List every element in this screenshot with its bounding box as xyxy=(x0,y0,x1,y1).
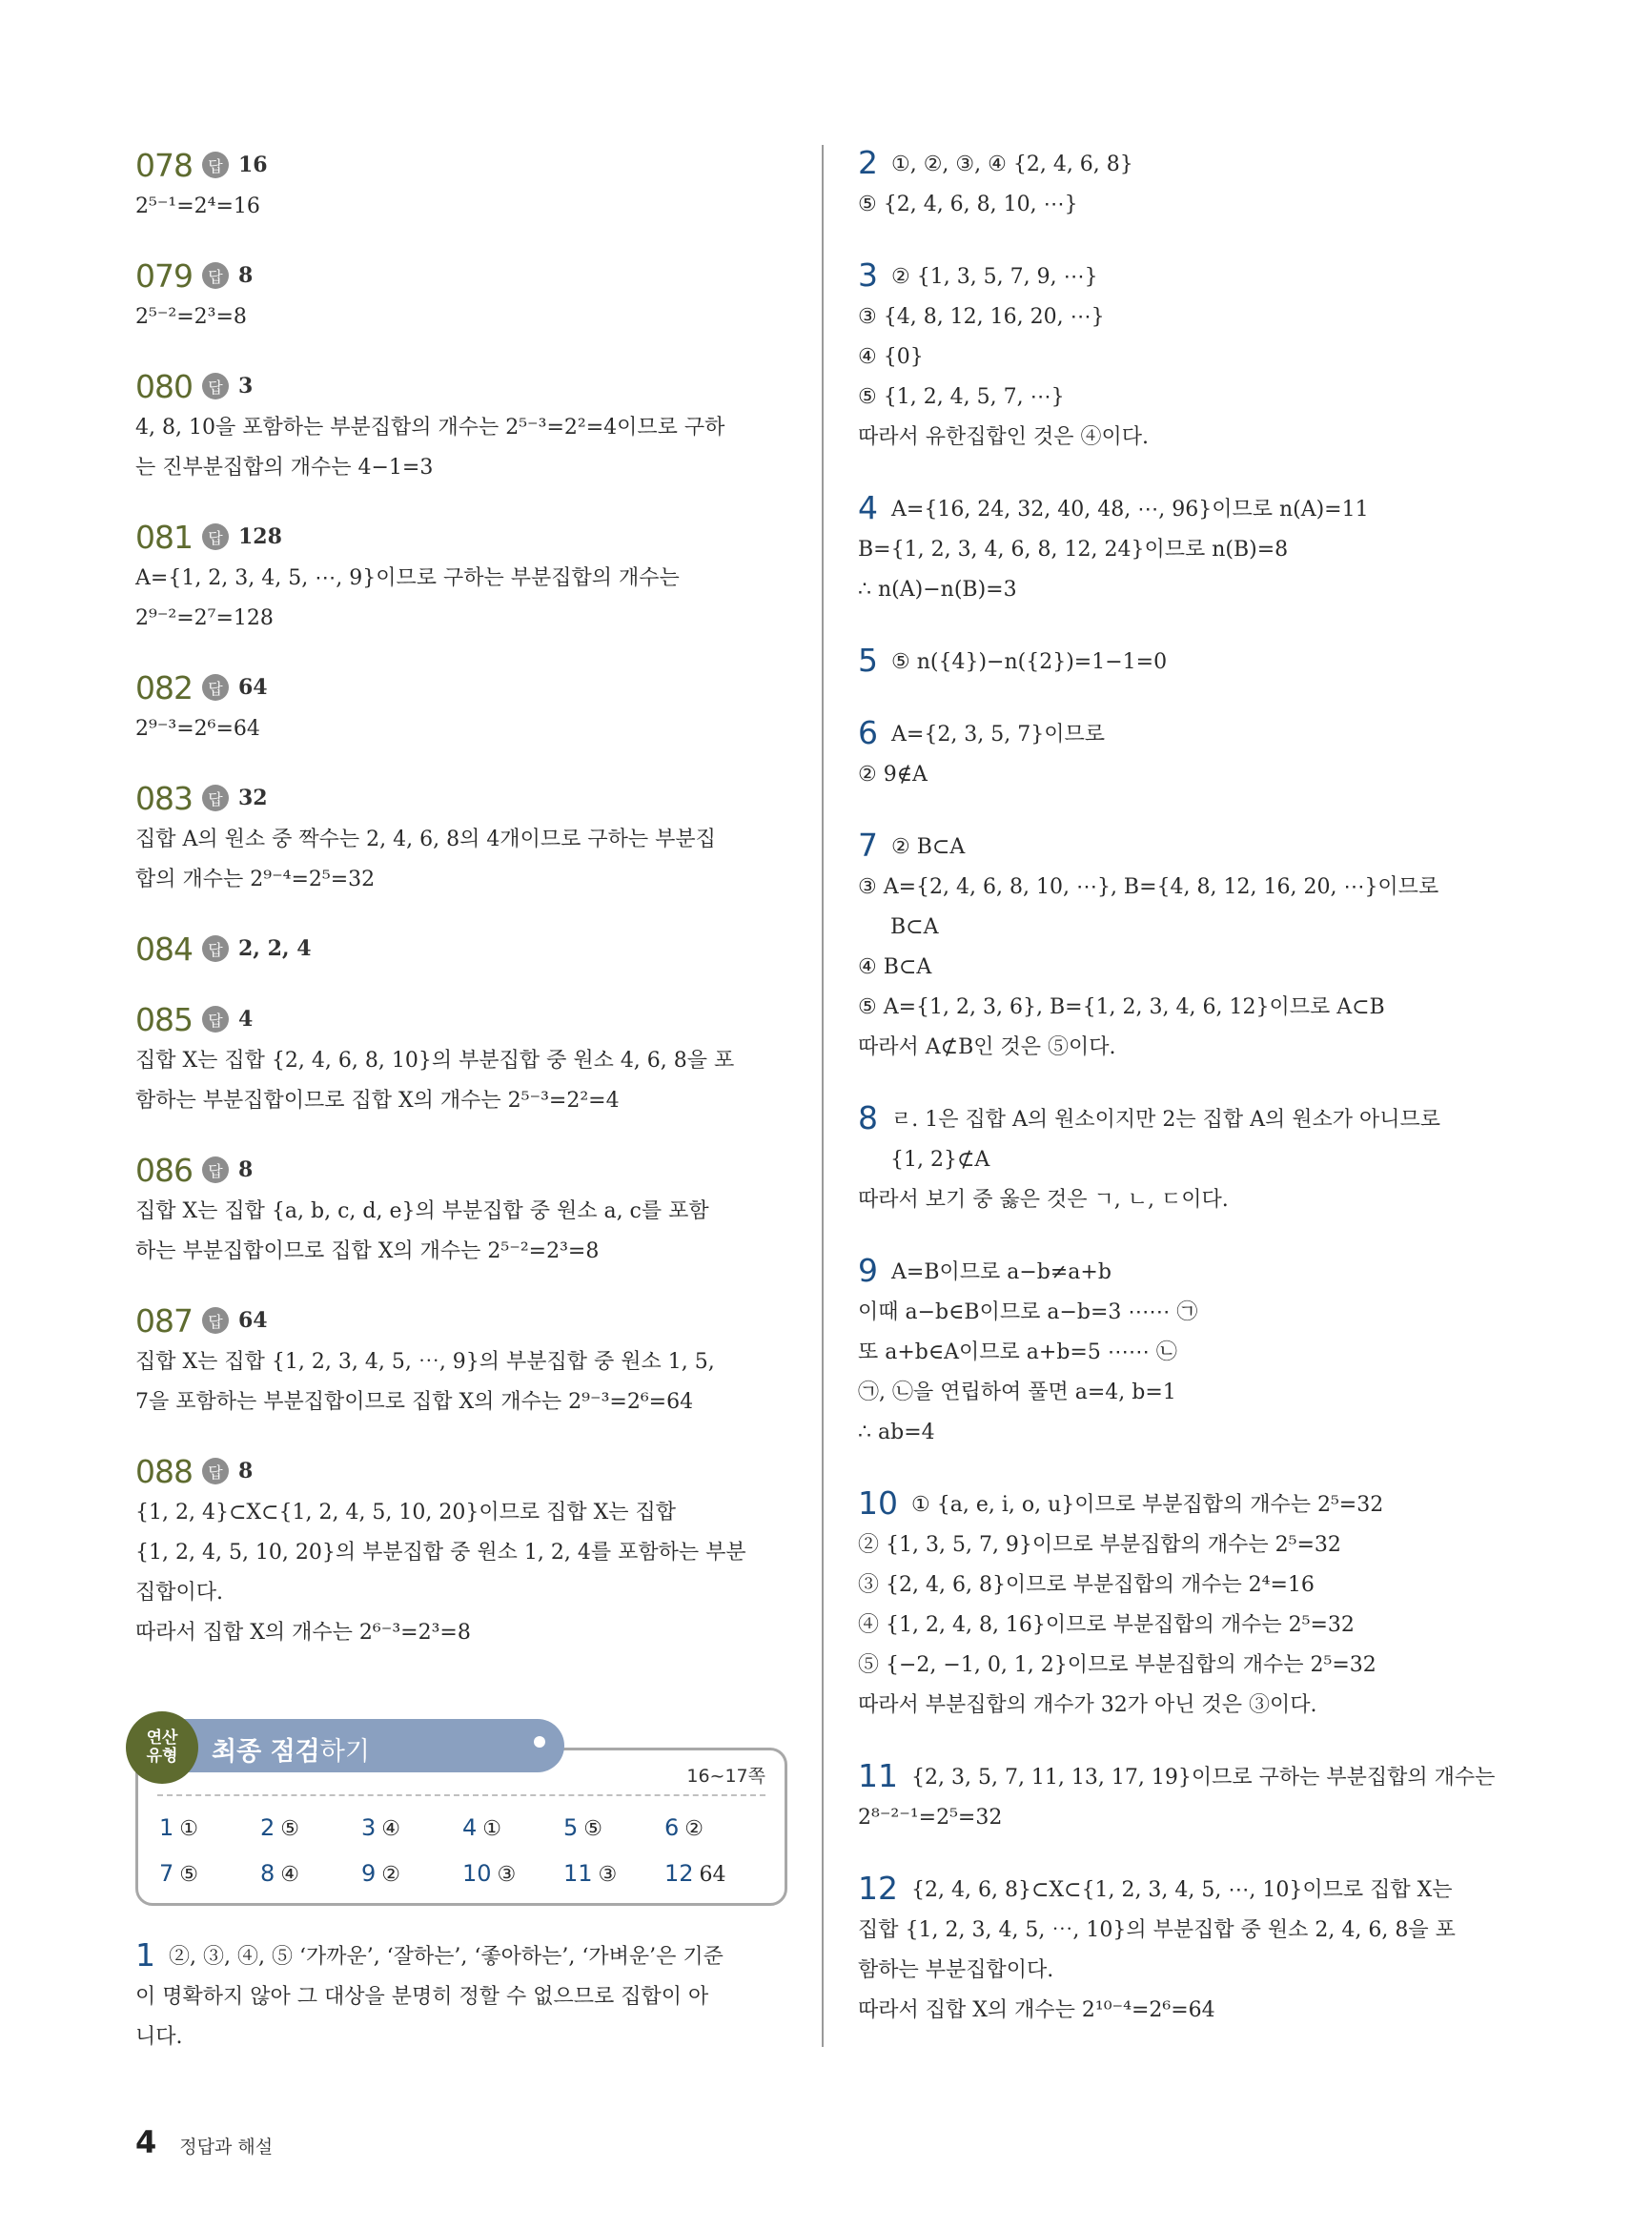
answer-cell-value: ② xyxy=(684,1817,704,1841)
badge-line2: 유형 xyxy=(146,1747,178,1766)
entry-head xyxy=(135,364,791,408)
solution-text: 따라서 부분집합의 개수가 32가 아닌 것은 ③이다. xyxy=(858,1693,1317,1717)
answer-cell-value: ④ xyxy=(381,1817,401,1841)
answer-cell xyxy=(361,1855,462,1893)
title-normal: 하기 xyxy=(319,1737,370,1767)
answer-entry xyxy=(135,997,791,1121)
solution-text: A={16, 24, 32, 40, 48, ⋯, 96}이므로 n(A)=11 xyxy=(891,498,1369,522)
solution-entry xyxy=(858,256,1516,458)
solution-text: 따라서 집합 X의 개수는 2¹⁰⁻⁴=2⁶=64 xyxy=(858,1998,1215,2022)
solution-text: ① {a, e, i, o, u}이므로 부분집합의 개수는 2⁵=32 xyxy=(911,1493,1384,1517)
solution-entry xyxy=(858,143,1516,225)
answer-cell-number: 1 xyxy=(159,1814,174,1841)
solution-line xyxy=(135,2017,793,2057)
solution-text: 또 a+b∈A이므로 a+b=5 ⋯⋯ ㉡ xyxy=(858,1340,1177,1364)
solution-text: ③ {2, 4, 6, 8}이므로 부분집합의 개수는 2⁴=16 xyxy=(858,1573,1315,1597)
answer-marker-icon: 답 xyxy=(202,262,229,289)
answer-cell-value: ① xyxy=(482,1817,502,1841)
solution-line: 4, 8, 10을 포함하는 부분집합의 개수는 2⁵⁻³=2²=4이므로 구하 xyxy=(135,416,725,440)
solution-text: ∴ ab=4 xyxy=(858,1421,935,1444)
solution-line xyxy=(858,1911,1516,1951)
answer-marker-icon: 답 xyxy=(202,785,229,811)
solution-line xyxy=(858,1373,1516,1413)
solution-text: {2, 4, 6, 8}⊂X⊂{1, 2, 3, 4, 5, ⋯, 10}이므로 집합 X는 xyxy=(911,1878,1453,1902)
final-check-box xyxy=(135,1711,784,1902)
solution-line xyxy=(858,1180,1516,1220)
solution-line xyxy=(858,713,1516,755)
solution-text: B={1, 2, 3, 4, 6, 8, 12, 24}이므로 n(B)=8 xyxy=(858,538,1289,562)
solution-line xyxy=(858,1525,1516,1565)
entry-answer: 2, 2, 4 xyxy=(238,936,312,961)
answer-cell xyxy=(260,1810,361,1848)
answer-entry xyxy=(135,927,791,971)
solution-text: 2⁸⁻²⁻¹=2⁵=32 xyxy=(858,1806,1003,1830)
answers-grid xyxy=(159,1810,769,1893)
problem-number: 12 xyxy=(858,1870,898,1907)
entry-answer: 8 xyxy=(238,1459,254,1483)
solution-line: 합의 개수는 2⁹⁻⁴=2⁵=32 xyxy=(135,868,376,891)
solution-text: ③ A={2, 4, 6, 8, 10, ⋯}, B={4, 8, 12, 16, 20, ⋯}이므로 xyxy=(858,875,1439,899)
answer-marker-icon: 답 xyxy=(202,674,229,701)
answer-cell-value: ① xyxy=(179,1817,199,1841)
solution-text: ④ B⊂A xyxy=(858,955,932,979)
answer-cell-value: ③ xyxy=(598,1863,618,1887)
solution-text: ②, ③, ④, ⑤ ‘가까운’, ‘잘하는’, ‘좋아하는’, ‘가벼운’은 기준 xyxy=(169,1945,724,1969)
answer-marker-icon: 답 xyxy=(202,373,229,399)
solution-line xyxy=(858,338,1516,378)
answer-marker-icon: 답 xyxy=(202,152,229,178)
solution-line: 2⁹⁻²=2⁷=128 xyxy=(135,606,274,630)
solution-line xyxy=(858,1756,1516,1798)
answer-cell-value: ② xyxy=(381,1863,401,1887)
answer-cell-number: 9 xyxy=(361,1860,377,1887)
entry-head xyxy=(135,776,791,820)
solution-line xyxy=(135,1935,793,1977)
solution-entry xyxy=(858,1756,1516,1838)
solution-line xyxy=(858,1798,1516,1838)
solution-line xyxy=(858,1333,1516,1373)
answer-cell xyxy=(260,1855,361,1893)
solution-text: A=B이므로 a−b≠a+b xyxy=(891,1260,1112,1284)
entry-number: 079 xyxy=(135,256,193,295)
solution-line xyxy=(858,570,1516,610)
problem-number: 4 xyxy=(858,489,878,526)
solution-line xyxy=(858,1098,1516,1140)
solution-line: 함하는 부분집합이므로 집합 X의 개수는 2⁵⁻³=2²=4 xyxy=(135,1089,620,1113)
footer-label: 정답과 해설 xyxy=(179,2137,274,2158)
solution-text: ㄹ. 1은 집합 A의 원소이지만 2는 집합 A의 원소가 아니므로 xyxy=(891,1108,1440,1132)
solution-text: ③ {4, 8, 12, 16, 20, ⋯} xyxy=(858,305,1105,329)
entry-number: 086 xyxy=(135,1151,193,1189)
answer-entry xyxy=(135,143,791,227)
solution-line xyxy=(858,530,1516,570)
solution-text: 이 명확하지 않아 그 대상을 분명히 정할 수 없으므로 집합이 아 xyxy=(135,1985,709,2009)
entry-head xyxy=(135,254,791,297)
answer-cell xyxy=(563,1810,664,1848)
problem-number: 8 xyxy=(858,1099,878,1136)
solution-text: ④ {0} xyxy=(858,345,924,369)
answer-cell-number: 3 xyxy=(361,1814,377,1841)
entry-head xyxy=(135,515,791,559)
answer-cell-number: 2 xyxy=(260,1814,275,1841)
problem-number: 9 xyxy=(858,1252,878,1289)
answer-marker-icon: 답 xyxy=(202,1006,229,1033)
solution-entry xyxy=(858,826,1516,1068)
problem-number: 7 xyxy=(858,827,878,864)
answer-marker-icon: 답 xyxy=(202,1307,229,1334)
answer-cell-number: 10 xyxy=(462,1860,492,1887)
column-divider xyxy=(822,145,824,2047)
answer-cell xyxy=(664,1810,765,1848)
solution-line xyxy=(858,378,1516,418)
answer-entry xyxy=(135,254,791,338)
type-badge xyxy=(126,1711,198,1784)
solution-entry xyxy=(858,713,1516,795)
section-tab xyxy=(164,1719,564,1772)
solution-entry xyxy=(858,1251,1516,1453)
entry-number: 083 xyxy=(135,779,193,817)
solution-text: ①, ②, ③, ④ {2, 4, 6, 8} xyxy=(891,153,1133,176)
solution-line: A={1, 2, 3, 4, 5, ⋯, 9}이므로 구하는 부분집합의 개수는 xyxy=(135,566,680,590)
entry-head xyxy=(135,1299,791,1342)
entry-number: 087 xyxy=(135,1301,193,1340)
entry-answer: 3 xyxy=(238,374,254,399)
solution-text: 따라서 보기 중 옳은 것은 ㄱ, ㄴ, ㄷ이다. xyxy=(858,1188,1229,1212)
solution-line: 하는 부분집합이므로 집합 X의 개수는 2⁵⁻²=2³=8 xyxy=(135,1239,600,1263)
answer-cell-number: 6 xyxy=(664,1814,680,1841)
answer-cell-number: 7 xyxy=(159,1860,174,1887)
entry-number: 085 xyxy=(135,1000,193,1038)
problem-number: 10 xyxy=(858,1484,898,1522)
problem-number: 11 xyxy=(858,1757,898,1794)
entry-answer: 64 xyxy=(238,1308,268,1333)
answer-marker-icon: 답 xyxy=(202,523,229,550)
problem-number: 2 xyxy=(858,144,878,181)
answer-entry xyxy=(135,1299,791,1422)
solution-text: 이때 a−b∈B이므로 a−b=3 ⋯⋯ ㉠ xyxy=(858,1300,1198,1324)
solution-line: 집합이다. xyxy=(135,1581,224,1605)
solution-text: 함하는 부분집합이다. xyxy=(858,1958,1054,1982)
answer-marker-icon: 답 xyxy=(202,1458,229,1484)
answer-cell xyxy=(563,1855,664,1893)
problem-number: 5 xyxy=(858,642,878,679)
answer-marker-icon: 답 xyxy=(202,935,229,962)
entry-head xyxy=(135,927,791,971)
entry-answer: 4 xyxy=(238,1007,254,1032)
solution-line xyxy=(858,297,1516,338)
answer-entry xyxy=(135,515,791,639)
left-column xyxy=(135,143,791,1680)
solution-text: ㉠, ㉡을 연립하여 풀면 a=4, b=1 xyxy=(858,1381,1176,1404)
solution-line xyxy=(135,1977,793,2017)
solution-line: 집합 X는 집합 {1, 2, 3, 4, 5, ⋯, 9}의 부분집합 중 원소 1, 5, xyxy=(135,1350,715,1374)
answer-entry xyxy=(135,364,791,488)
solution-line: 7을 포함하는 부분집합이므로 집합 X의 개수는 2⁹⁻³=2⁶=64 xyxy=(135,1390,694,1414)
solution-line xyxy=(858,908,1516,948)
answer-marker-icon: 답 xyxy=(202,1156,229,1183)
solution-text: ⑤ {−2, −1, 0, 1, 2}이므로 부분집합의 개수는 2⁵=32 xyxy=(858,1653,1377,1677)
item-1 xyxy=(135,1935,793,2057)
solution-text: 니다. xyxy=(135,2025,183,2049)
tab-dot-icon xyxy=(534,1736,545,1748)
answer-cell-value: ④ xyxy=(280,1863,300,1887)
answer-cell xyxy=(462,1810,563,1848)
page-number: 4 xyxy=(135,2124,157,2160)
page-range: 16~17쪽 xyxy=(686,1766,765,1787)
solution-line: 2⁹⁻³=2⁶=64 xyxy=(135,717,260,741)
solution-line xyxy=(858,185,1516,225)
answer-cell-value: ⑤ xyxy=(280,1817,300,1841)
badge-line1: 연산 xyxy=(146,1729,178,1748)
solution-line xyxy=(858,826,1516,868)
solution-line xyxy=(858,641,1516,683)
solution-line: 집합 X는 집합 {2, 4, 6, 8, 10}의 부분집합 중 원소 4, 6, 8을 포 xyxy=(135,1049,735,1073)
answer-entry xyxy=(135,665,791,749)
solution-entry xyxy=(858,641,1516,683)
solution-line xyxy=(858,1565,1516,1606)
solution-text: ⑤ A={1, 2, 3, 6}, B={1, 2, 3, 4, 6, 12}이므로 A⊂B xyxy=(858,995,1385,1019)
solution-line xyxy=(858,143,1516,185)
solution-line: 집합 X는 집합 {a, b, c, d, e}의 부분집합 중 원소 a, c를 포함 xyxy=(135,1199,709,1223)
solution-line xyxy=(858,1413,1516,1453)
solution-line xyxy=(858,988,1516,1028)
answer-cell xyxy=(462,1855,563,1893)
solution-text: 집합 {1, 2, 3, 4, 5, ⋯, 10}의 부분집합 중 원소 2, 4, 6, 8을 포 xyxy=(858,1918,1456,1942)
solution-line xyxy=(858,1251,1516,1293)
answer-cell xyxy=(159,1855,260,1893)
answer-cell xyxy=(664,1855,765,1893)
entry-number: 088 xyxy=(135,1452,193,1490)
right-column xyxy=(858,143,1516,2061)
entry-head xyxy=(135,665,791,709)
solution-text: {1, 2}⊄A xyxy=(890,1148,990,1172)
answer-cell-number: 4 xyxy=(462,1814,478,1841)
solution-line xyxy=(858,418,1516,458)
solution-text: B⊂A xyxy=(890,915,939,939)
problem-number: 6 xyxy=(858,714,878,751)
solution-line xyxy=(858,1951,1516,1991)
entry-head xyxy=(135,143,791,187)
solution-text: {2, 3, 5, 7, 11, 13, 17, 19}이므로 구하는 부분집합의 개수는 xyxy=(911,1766,1496,1790)
solution-text: ② {1, 3, 5, 7, 9, ⋯} xyxy=(891,265,1098,289)
dashed-divider xyxy=(157,1794,765,1796)
entry-answer: 32 xyxy=(238,786,268,810)
solution-line xyxy=(858,1991,1516,2031)
solution-line: 2⁵⁻²=2³=8 xyxy=(135,305,247,329)
answer-cell-value: ③ xyxy=(497,1863,517,1887)
entry-number: 082 xyxy=(135,668,193,706)
page-footer xyxy=(135,2124,273,2160)
solution-text: 따라서 A⊄B인 것은 ⑤이다. xyxy=(858,1035,1116,1059)
solution-line xyxy=(858,1646,1516,1686)
solution-line: 따라서 집합 X의 개수는 2⁶⁻³=2³=8 xyxy=(135,1621,471,1645)
solution-entry xyxy=(858,1483,1516,1726)
entry-head xyxy=(135,997,791,1041)
solution-line: {1, 2, 4, 5, 10, 20}의 부분집합 중 원소 1, 2, 4를 포함하는 부분 xyxy=(135,1541,746,1565)
solution-line: 집합 A의 원소 중 짝수는 2, 4, 6, 8의 4개이므로 구하는 부분집 xyxy=(135,828,716,851)
answer-cell-number: 5 xyxy=(563,1814,579,1841)
solution-line xyxy=(858,1606,1516,1646)
answer-entry xyxy=(135,776,791,900)
answer-cell-number: 11 xyxy=(563,1860,593,1887)
answer-cell-number: 12 xyxy=(664,1860,694,1887)
entry-answer: 128 xyxy=(238,524,282,549)
answer-entry xyxy=(135,1148,791,1272)
solution-entry xyxy=(858,1869,1516,2031)
solution-text: ⑤ {2, 4, 6, 8, 10, ⋯} xyxy=(858,193,1078,216)
title-bold: 최종 점검 xyxy=(212,1737,320,1767)
solution-line: 2⁵⁻¹=2⁴=16 xyxy=(135,194,260,218)
answer-entry xyxy=(135,1449,791,1653)
entry-number: 081 xyxy=(135,518,193,556)
answer-cell xyxy=(361,1810,462,1848)
entry-number: 080 xyxy=(135,367,193,405)
entry-answer: 64 xyxy=(238,675,268,700)
answer-cell xyxy=(159,1810,260,1848)
entry-answer: 8 xyxy=(238,1157,254,1182)
solution-entry xyxy=(858,1098,1516,1220)
entry-number: 084 xyxy=(135,930,193,968)
solution-text: ⑤ {1, 2, 4, 5, 7, ⋯} xyxy=(858,385,1065,409)
solution-text: ② B⊂A xyxy=(891,835,966,859)
solution-line xyxy=(858,755,1516,795)
answer-cell-number: 8 xyxy=(260,1860,275,1887)
problem-number: 1 xyxy=(135,1936,155,1974)
solution-text: 따라서 유한집합인 것은 ④이다. xyxy=(858,425,1149,449)
solution-line: {1, 2, 4}⊂X⊂{1, 2, 4, 5, 10, 20}이므로 집합 X는 집합 xyxy=(135,1501,677,1524)
answer-cell-value: 64 xyxy=(699,1863,726,1887)
section-title xyxy=(212,1730,370,1768)
entry-answer: 16 xyxy=(238,153,268,177)
answer-cell-value: ⑤ xyxy=(179,1863,199,1887)
solution-line xyxy=(858,1028,1516,1068)
solution-text: ∴ n(A)−n(B)=3 xyxy=(858,578,1017,602)
entry-answer: 8 xyxy=(238,263,254,288)
entry-head xyxy=(135,1148,791,1192)
entry-number: 078 xyxy=(135,146,193,184)
solution-line xyxy=(858,948,1516,988)
solution-text: ⑤ n({4})−n({2})=1−1=0 xyxy=(891,650,1168,674)
solution-text: ② 9∉A xyxy=(858,763,928,787)
solution-line xyxy=(858,1140,1516,1180)
solution-line xyxy=(858,868,1516,908)
problem-number: 3 xyxy=(858,256,878,294)
entry-head xyxy=(135,1449,791,1493)
solution-line xyxy=(858,1869,1516,1911)
solution-line xyxy=(858,1483,1516,1525)
solution-line xyxy=(858,1686,1516,1726)
solution-line xyxy=(858,1293,1516,1333)
solution-entry xyxy=(858,488,1516,610)
solution-line: 는 진부분집합의 개수는 4−1=3 xyxy=(135,456,434,480)
answer-cell-value: ⑤ xyxy=(583,1817,603,1841)
solution-text: A={2, 3, 5, 7}이므로 xyxy=(891,723,1106,747)
solution-text: ② {1, 3, 5, 7, 9}이므로 부분집합의 개수는 2⁵=32 xyxy=(858,1533,1341,1557)
solution-text: ④ {1, 2, 4, 8, 16}이므로 부분집합의 개수는 2⁵=32 xyxy=(858,1613,1355,1637)
solution-line xyxy=(858,488,1516,530)
solution-line xyxy=(858,256,1516,297)
